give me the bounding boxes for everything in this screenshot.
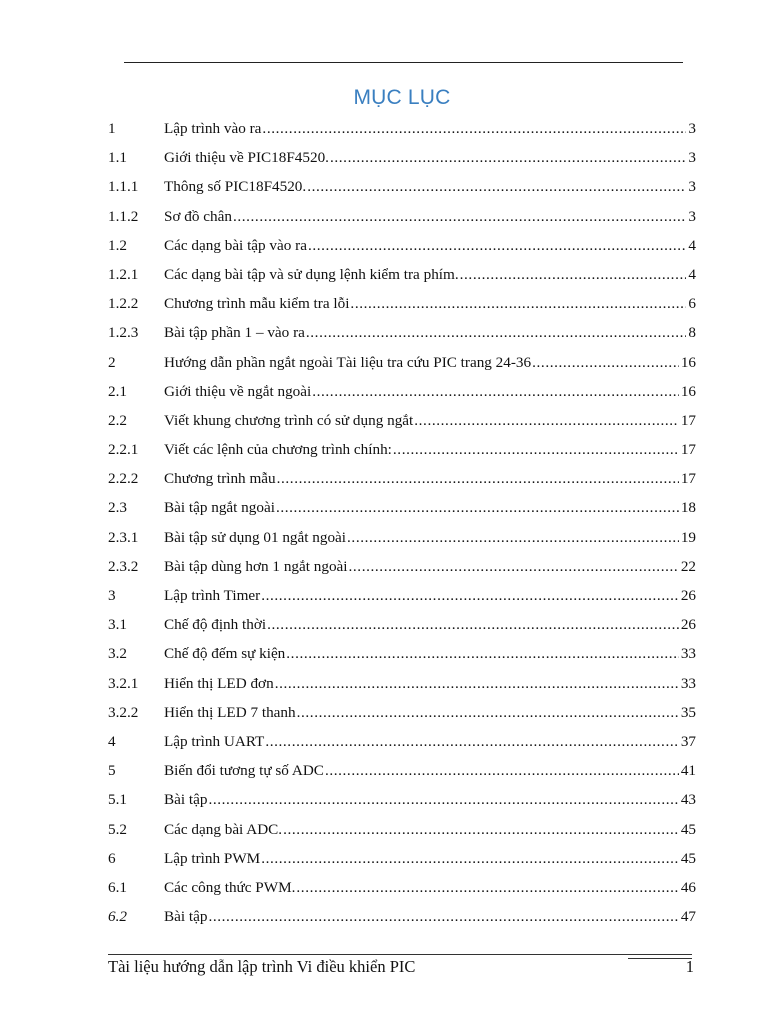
- toc-entry[interactable]: [108, 318, 696, 347]
- toc-entry-title: Chế độ định thời: [164, 616, 267, 634]
- toc-entry-page: 18: [680, 499, 696, 517]
- toc-entry-number: 4: [108, 732, 116, 750]
- toc-entry[interactable]: [108, 114, 696, 143]
- toc-entry-page: 17: [680, 441, 696, 459]
- toc-dot-leader: [307, 172, 686, 201]
- toc-entry-title: Thông số PIC18F4520.: [164, 178, 307, 196]
- toc-entry[interactable]: [108, 260, 696, 289]
- toc-entry-number: 5: [108, 762, 116, 780]
- toc-entry-title: Lập trình UART: [164, 732, 265, 750]
- toc-entry-page: 46: [680, 878, 696, 896]
- toc-dot-leader: [208, 785, 678, 814]
- toc-dot-leader: [261, 844, 679, 873]
- toc-entry-number: 5.1: [108, 791, 127, 809]
- toc-entry-page: 3: [688, 120, 696, 137]
- toc-entry-page: 4: [688, 236, 696, 254]
- toc-dot-leader: [286, 639, 679, 668]
- toc-entry-title: Bài tập: [164, 908, 208, 926]
- toc-entry-number: 1.2: [108, 236, 127, 254]
- toc-dot-leader: [261, 581, 679, 610]
- toc-dot-leader: [306, 318, 687, 347]
- toc-entry-title: Lập trình PWM: [164, 849, 261, 867]
- toc-dot-leader: [308, 231, 686, 260]
- toc-entry-number: 1.2.3: [108, 324, 139, 342]
- toc-entry-page: 43: [680, 791, 696, 809]
- toc-entry[interactable]: [108, 464, 696, 493]
- toc-entry-page: 45: [680, 820, 696, 838]
- toc-entry-number: 5.2: [108, 820, 127, 838]
- toc-entry[interactable]: [108, 377, 696, 406]
- toc-entry-page: 3: [688, 149, 696, 167]
- footer-document-title: Tài liệu hướng dẫn lập trình Vi điều khiển PIC: [108, 957, 416, 976]
- toc-entry-number: 1.2.1: [108, 265, 139, 283]
- toc-entry-number: 2.2: [108, 411, 127, 429]
- toc-entry-title: Bài tập ngắt ngoài: [164, 499, 275, 517]
- toc-entry[interactable]: [108, 639, 696, 668]
- toc-entry-title: Hiển thị LED đơn: [164, 674, 274, 692]
- toc-entry-page: 3: [688, 178, 696, 196]
- toc-entry-page: 4: [688, 265, 696, 283]
- toc-entry-number: 6.2: [108, 908, 127, 926]
- toc-entry[interactable]: [108, 289, 696, 318]
- table-of-contents: [108, 114, 696, 931]
- toc-entry-title: Bài tập: [164, 791, 208, 809]
- toc-dot-leader: [297, 698, 679, 727]
- toc-entry-number: 2: [108, 353, 116, 371]
- toc-dot-leader: [532, 348, 679, 377]
- toc-entry-page: 41: [680, 762, 696, 780]
- toc-dot-leader: [330, 143, 686, 172]
- toc-entry[interactable]: [108, 231, 696, 260]
- toc-entry-page: 16: [680, 382, 696, 400]
- toc-dot-leader: [276, 493, 679, 522]
- header-rule: [124, 62, 683, 63]
- toc-dot-leader: [414, 406, 679, 435]
- toc-entry-title: Chế độ đếm sự kiện: [164, 645, 286, 663]
- toc-entry-title: Sơ đồ chân: [164, 207, 232, 225]
- toc-entry-page: 3: [688, 207, 696, 225]
- toc-entry-number: 3.1: [108, 616, 127, 634]
- toc-dot-leader: [393, 435, 679, 464]
- toc-dot-leader: [267, 610, 679, 639]
- toc-dot-leader: [350, 289, 686, 318]
- toc-dot-leader: [312, 377, 679, 406]
- toc-entry-title: Giới thiệu về ngắt ngoài: [164, 382, 312, 400]
- toc-entry[interactable]: [108, 493, 696, 522]
- toc-entry[interactable]: [108, 727, 696, 756]
- toc-entry-title: Viết khung chương trình có sử dụng ngắt: [164, 411, 414, 429]
- toc-entry-page: 45: [680, 849, 696, 867]
- toc-entry[interactable]: [108, 610, 696, 639]
- toc-entry-number: 2.2.1: [108, 441, 139, 459]
- toc-entry-title: Hướng dẫn phần ngắt ngoài Tài liệu tra cứu PIC trang 24-36: [164, 353, 532, 371]
- toc-entry-title: Các dạng bài tập vào ra: [164, 236, 307, 254]
- toc-entry-number: 1: [108, 120, 116, 137]
- toc-entry[interactable]: [108, 669, 696, 698]
- toc-entry-title: Các công thức PWM.: [164, 878, 296, 896]
- toc-entry[interactable]: [108, 348, 696, 377]
- toc-dot-leader: [460, 260, 687, 289]
- footer-page-number: 1: [685, 957, 694, 976]
- toc-dot-leader: [349, 552, 679, 581]
- toc-entry-number: 1.1: [108, 149, 127, 167]
- toc-entry-number: 2.3: [108, 499, 127, 517]
- toc-dot-leader: [265, 727, 678, 756]
- toc-entry-number: 2.2.2: [108, 470, 139, 488]
- toc-entry[interactable]: [108, 435, 696, 464]
- toc-entry-page: 26: [680, 616, 696, 634]
- toc-dot-leader: [347, 523, 679, 552]
- toc-entry-page: 17: [680, 470, 696, 488]
- toc-entry-page: 19: [680, 528, 696, 546]
- toc-entry[interactable]: [108, 143, 696, 172]
- toc-entry-number: 6: [108, 849, 116, 867]
- toc-entry-page: 8: [688, 324, 696, 342]
- toc-entry-page: 37: [680, 732, 696, 750]
- toc-entry-title: Viết các lệnh của chương trình chính:: [164, 441, 392, 459]
- toc-entry-title: Bài tập phần 1 – vào ra: [164, 324, 305, 342]
- toc-entry[interactable]: [108, 406, 696, 435]
- toc-entry-number: 2.3.2: [108, 557, 139, 575]
- toc-entry[interactable]: [108, 815, 696, 844]
- toc-dot-leader: [275, 669, 679, 698]
- toc-heading: MỤC LỤC: [353, 86, 451, 109]
- toc-entry-number: 3.2.2: [108, 703, 139, 721]
- toc-entry-page: 35: [680, 703, 696, 721]
- toc-entry-title: Bài tập sử dụng 01 ngắt ngoài: [164, 528, 347, 546]
- toc-entry-page: 22: [680, 557, 696, 575]
- toc-entry[interactable]: [108, 698, 696, 727]
- toc-entry[interactable]: [108, 785, 696, 814]
- toc-entry-number: 2.1: [108, 382, 127, 400]
- toc-dot-leader: [277, 464, 679, 493]
- toc-entry[interactable]: [108, 844, 696, 873]
- toc-entry-page: 47: [680, 908, 696, 926]
- toc-entry-title: Chương trình mẫu kiểm tra lỗi: [164, 295, 350, 313]
- toc-dot-leader: [233, 202, 686, 231]
- toc-entry-title: Các dạng bài ADC.: [164, 820, 283, 838]
- toc-entry-page: 6: [688, 295, 696, 313]
- toc-entry-page: 16: [680, 353, 696, 371]
- toc-entry[interactable]: [108, 523, 696, 552]
- toc-entry[interactable]: [108, 552, 696, 581]
- footer-rule: [108, 954, 692, 955]
- toc-dot-leader: [283, 815, 679, 844]
- toc-entry-number: 2.3.1: [108, 528, 139, 546]
- toc-entry-number: 3.2: [108, 645, 127, 663]
- toc-dot-leader: [296, 873, 678, 902]
- toc-entry[interactable]: [108, 756, 696, 785]
- toc-entry-title: Bài tập dùng hơn 1 ngắt ngoài: [164, 557, 348, 575]
- toc-entry-number: 3.2.1: [108, 674, 139, 692]
- toc-entry-number: 1.2.2: [108, 295, 139, 313]
- toc-entry-page: 26: [680, 587, 696, 604]
- toc-entry-number: 6.1: [108, 878, 127, 896]
- toc-entry-title: Giới thiệu về PIC18F4520.: [164, 149, 329, 167]
- toc-entry-number: 1.1.1: [108, 178, 139, 196]
- toc-entry-title: Các dạng bài tập và sử dụng lệnh kiểm tra phím.: [164, 265, 459, 283]
- toc-entry[interactable]: [108, 581, 696, 610]
- toc-entry-page: 17: [680, 411, 696, 429]
- toc-entry-page: 33: [680, 674, 696, 692]
- toc-entry-title: Lập trình vào ra: [164, 120, 262, 137]
- toc-entry-title: Chương trình mẫu: [164, 470, 276, 488]
- toc-entry-title: Biến đổi tương tự số ADC: [164, 762, 324, 780]
- toc-dot-leader: [325, 756, 679, 785]
- toc-dot-leader: [208, 902, 678, 931]
- toc-entry-title: Lập trình Timer: [164, 587, 261, 604]
- toc-entry[interactable]: [108, 902, 696, 931]
- toc-dot-leader: [262, 114, 686, 143]
- toc-entry[interactable]: [108, 873, 696, 902]
- toc-entry-number: 1.1.2: [108, 207, 139, 225]
- toc-entry-number: 3: [108, 587, 116, 604]
- toc-entry-page: 33: [680, 645, 696, 663]
- toc-entry[interactable]: [108, 172, 696, 201]
- toc-entry-title: Hiển thị LED 7 thanh: [164, 703, 296, 721]
- toc-entry[interactable]: [108, 202, 696, 231]
